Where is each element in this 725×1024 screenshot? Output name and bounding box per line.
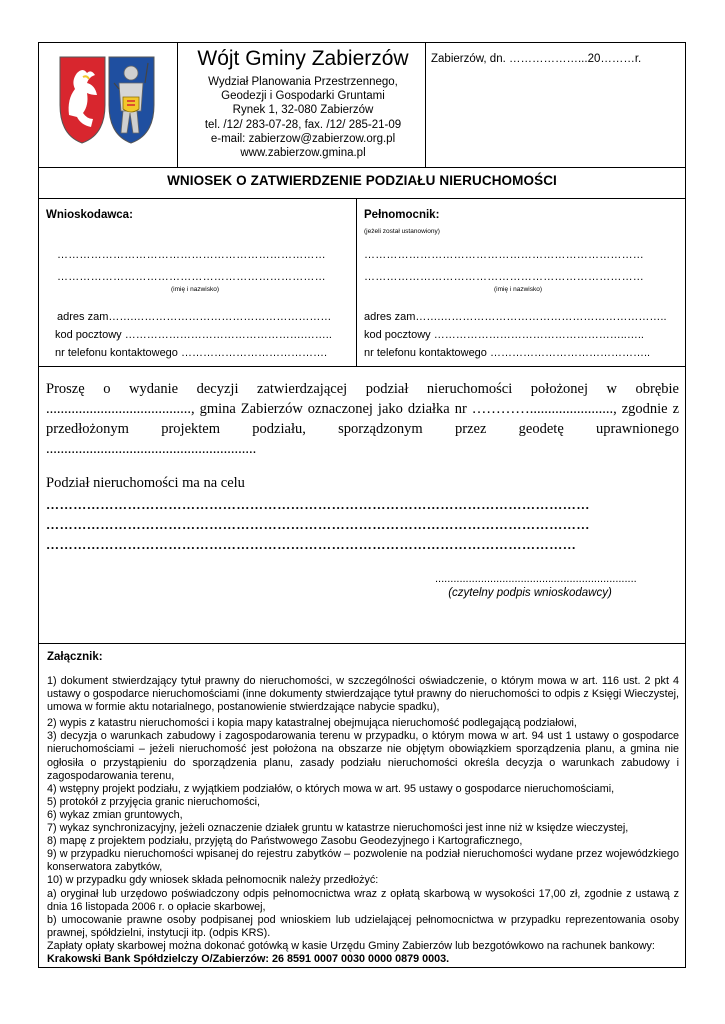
attachment-item: 5) protokół z przyjęcia granic nieruchomości, [47,795,261,808]
office-title: Wójt Gminy Zabierzów [197,47,409,70]
signature-line[interactable]: .................................................................. [435,573,637,585]
purpose-line-3[interactable]: ……………………………………………………………………………………………………… [46,537,577,552]
attorney-name-hint: (imię i nazwisko) [494,286,543,293]
attachment-item: 6) wykaz zmian gruntowych, [47,808,183,821]
office-address: Rynek 1, 32-080 Zabierzów [232,104,374,117]
title-bottom-rule [39,198,685,199]
office-website: www.zabierzow.gmina.pl [240,147,366,160]
request-text: Proszę o wydanie decyzji zatwierdzającej podział nieruchomości położonej w obrębie ........................................, gmina Zabierzów oznaczonej jako działka nr …………......................., zgodnie z przedłożonym projektem podziału, sporządzonym przez geodetę uprawnionego .......................................................... [46,381,679,457]
header-divider-left [177,43,178,167]
attachment-item: 2) wypis z katastru nieruchomości i kopia mapy katastralnej obejmująca nieruchomość podlegającą podziałowi, [47,717,577,730]
form-frame [38,42,686,968]
attachment-item: a) oryginał lub urzędowo poświadczony odpis pełnomocnictwa wraz z opłatą skarbową w wysokości 17,00 zł, zgodnie z ustawą z dnia 16 listopada 2006 r. o opłacie skarbowej, [47,887,679,913]
attachment-item: 7) wykaz synchronizacyjny, jeżeli oznaczenie działek gruntu w katastrze nieruchomości jest inne niż w księdze wieczystej, [47,822,629,835]
request-paragraph [46,379,679,459]
attachment-item: 1) dokument stwierdzający tytuł prawny do nieruchomości, w szczególności oświadczenie, o którym mowa w art. 116 ust. 2 pkt 4 ustawy o gospodarce nieruchomościami (inne dokumenty stwierdzające tytuł prawny do nieruchomości to odpis z Księgi Wieczystej, umowa w formie aktu notarialnego, postanowienie stwierdzające nabycie spadku), [47,675,679,714]
applicant-label: Wnioskodawca: [46,209,133,221]
attachment-item: 9) w przypadku nieruchomości wpisanej do rejestru zabytków – pozwolenie na podział nieruchomości wydane przez wojewódzkiego konserwatora zabytków, [47,848,679,874]
attachments-top-rule [39,643,685,644]
parties-divider [356,198,357,366]
office-department: Wydział Planowania Przestrzennego, [208,76,398,88]
applicant-postal-field[interactable]: kod pocztowy ………………………………………….…….. [55,329,332,341]
attorney-name-line-1[interactable]: ………………………………………………………………… [364,249,644,261]
attachments-title: Załącznik: [47,651,103,663]
office-contact-block [179,75,427,160]
attorney-postal-field[interactable]: kod pocztowy ……………………………………………..….. [364,329,644,341]
attorney-address-field[interactable]: adres zam…….…………………………………………………….. [364,311,667,323]
applicant-name-line-1[interactable]: ……………………………………………………………… [57,249,326,261]
applicant-name-hint: (imię i nazwisko) [171,286,220,293]
bank-account: Krakowski Bank Spółdzielczy O/Zabierzów: 26 8591 0007 0030 0000 0879 0003. [47,952,450,965]
purpose-label: Podział nieruchomości ma na celu [46,475,245,491]
attachments-list [47,675,679,966]
attachment-item: 4) wstępny projekt podziału, z wyjątkiem podziałów, o których mowa w art. 95 ustawy o gospodarce nieruchomościami, [47,782,615,795]
attorney-note: (jeżeli został ustanowiony) [364,228,440,235]
parties-bottom-rule [39,366,685,367]
applicant-name-line-2[interactable]: ……………………………………………………………… [57,271,326,283]
date-field[interactable]: Zabierzów, dn. ………………...20………r. [431,53,642,65]
purpose-line-1[interactable]: ………………………………………………………………………………………………………… [46,497,590,512]
office-phone: tel. /12/ 283-07-28, fax. /12/ 285-21-09 [204,118,402,131]
attachment-item: 8) mapę z projektem podziału, przyjętą do Państwowego Zasobu Geodezyjnego i Kartograficznego, [47,835,523,848]
applicant-phone-field[interactable]: nr telefonu kontaktowego …………………………………. [55,347,328,359]
payment-note: Zapłaty opłaty skarbowej można dokonać gotówką w kasie Urzędu Gminy Zabierzów lub bezgotówkowo na rachunek bankowy: [47,939,655,952]
applicant-address-field[interactable]: adres zam…….……………………………………………… [57,311,332,323]
coat-of-arms-logo [57,53,157,145]
office-department-cont: Geodezji i Gospodarki Gruntami [221,90,385,103]
form-title: WNIOSEK O ZATWIERDZENIE PODZIAŁU NIERUCHOMOŚCI [167,173,557,188]
attorney-label: Pełnomocnik: [364,209,440,221]
office-email: e-mail: zabierzow@zabierzow.org.pl [210,132,396,145]
attorney-phone-field[interactable]: nr telefonu kontaktowego …………………………………….. [364,347,651,359]
attachment-item: 10) w przypadku gdy wniosek składa pełnomocnik należy przedłożyć: [47,874,379,887]
signature-label: (czytelny podpis wnioskodawcy) [448,587,612,599]
attachment-item: b) umocowanie prawne osoby podpisanej pod wnioskiem lub udzielającej pełnomocnictwa w przypadku reprezentowania osoby prawnej, spółdzielni, instytucji itp. (odpis KRS). [47,913,679,939]
attorney-name-line-2[interactable]: ………………………………………………………………… [364,271,644,283]
header-bottom-rule [39,167,685,168]
purpose-line-2[interactable]: ………………………………………………………………………………………………………… [46,517,590,532]
attachment-item: 3) decyzja o warunkach zabudowy i zagospodarowania terenu w przypadku, o którym mowa w art. 94 ust 1 ustawy o gospodarce nieruchomościami – jeżeli nieruchomość jest położona na obszarze nie objętym obowiązkiem sporządzenia planu, a gmina nie ogłosiła o przystąpieniu do sporządzenia planu, zasady podziału nieruchomości określa decyzja o warunkach zabudowy i zagospodarowania terenu, [47,730,679,782]
